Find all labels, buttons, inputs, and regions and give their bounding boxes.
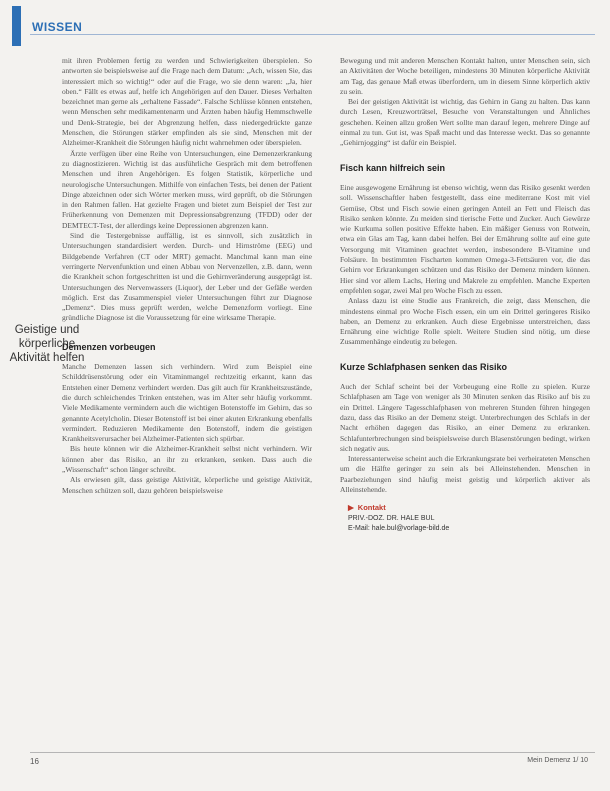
paragraph: Ärzte verfügen über eine Reihe von Untersuchungen, eine Demenzerkrankung zu diagnostizieren. Wichtig ist das ausführliche Gespräch mit dem betroffenen Menschen und ihren Angehörigen. Es folgen Statistik, körperliche und neurologische Untersuchungen. Mithilfe von einfachen Tests, bei denen der Patient Dinge abzeichnen oder sich Wörter merken muss, wird geprüft, ob die Störungen in den Rahmen fallen. Hat gezielte Fragen und bietet zum Beispiel der Test zur Früherkennung von Demenzen mit Depressionsabgrenzung (TFDD) oder der DEMTECT-Test, der allerdings keine Depressionen abgrenzen kann. (62, 148, 312, 230)
paragraph: Anlass dazu ist eine Studie aus Frankreich, die zeigt, dass Menschen, die mindestens einmal pro Woche Fisch essen, ein um ein Drittel geringeres Risiko haben, an Demenz zu erkranken. Auch diese Ergebnisse unterstreichen, dass Ernährung eine wichtige Rolle spielt. Weitere Studien sind nötig, um diese Zusammenhänge eindeutig zu belegen. (340, 296, 590, 347)
paragraph: Bei der geistigen Aktivität ist wichtig, das Gehirn in Gang zu halten. Das kann durch Lesen, Kreuzworträtsel, Besuche von Veranstaltungen und Ähnliches geschehen. Keinen allzu großen Wert sollte man darauf legen, mehrere Dinge auf einmal zu tun. Gut ist, was Spaß macht und das Interesse weckt. Das so genannte „Gehirnjogging“ ist dafür ein Beispiel. (340, 97, 590, 148)
paragraph: Eine ausgewogene Ernährung ist ebenso wichtig, wenn das Risiko gesenkt werden soll. Wissenschaftler haben festgestellt, dass eine mediterrane Kost mit viel Gemüse, Obst und Fisch sowie einen geringen Anteil an Fett und Fleisch das Risiko senken könnte. Zu meiden sind tierische Fette und Zucker. Auch Gewürze wie Kurkuma sollen positive Effekte haben. Ein mäßiger Genuss von Rotwein, etwa ein Glas am Tag, kann dabei helfen. Bei der Ernährung sollte auf eine gute Versorgung mit Vitaminen geachtet werden, insbesondere B-Vitamine und Folsäure. In bestimmten Fischarten kommen Omega-3-Fettsäuren vor, die das Gehirn vor Erkrankungen schützen und das Risiko der Demenz mindern können. Hier sind vor allem Lachs, Hering und Makrele zu empfehlen. Manche Experten empfehlen sogar, zwei Mal pro Woche Fisch zu essen. (340, 182, 590, 295)
paragraph: mit ihren Problemen fertig zu werden und Schwierigkeiten überspielen. So antworten sie beispielsweise auf die Frage nach dem Datum: „Ach, wissen Sie, das interessiert mich so wichtig!“ oder auf die Frage, wo sie denn waren: „Ja, hier oben.“ Fällt es etwas auf, helfe ich Angehörigen auf den Dauer. Dieses Verhalten bezeichnet man gerne als „erhaltene Fassade“. Falsche Schlüsse können entstehen, wenn Menschen sehr medikamentenarm und Ärzten haben häufig Hemmschwelle und Denk-Strategie, bei der Abgrenzung helfen, dass niedergedrückte ganze Menschen, die Störungen stärker empfinden als sie sind, Menschen mit der Alzheimer-Krankheit die Störungen häufig nicht wahrnehmen oder überspielen. (62, 56, 312, 148)
section-accent-bar (12, 6, 21, 46)
issue-label: Mein Demenz 1/ 10 (527, 757, 588, 764)
paragraph: Sind die Testergebnisse auffällig, ist es sinnvoll, sich zusätzlich in Untersuchungen standardisiert werden. Durch- und Hirnströme (EEG) und Bildgebende Verfahren (CT oder MRT) gemacht. Manchmal kann man eine verringerte Nervenfunktion und einen Abbau von Nervenzellen, z.B. dann, wenn die Krankheit schon fortgeschritten ist und die Gehirnveränderung ausgeprägt ist. Untersuchungen des Nervenwassers (Liquor), der Leber und der Gefäße werden möglich. Erst das Zusammenspiel vieler Untersuchungen führt zur Diagnose „Demenz“. Dies muss geprüft werden, welche Demenzform vorliegt. Eine gründliche Diagnose ist die Voraussetzung für eine wirksame Therapie. (62, 231, 312, 323)
contact-heading-label: Kontakt (357, 503, 386, 513)
section-heading-demenzen: Demenzen vorbeugen (62, 341, 156, 352)
pull-quote: Geistige und körperliche Aktivität helfen (9, 324, 85, 364)
left-column (62, 56, 312, 496)
contact-name: PRIV.-DOZ. DR. HALE BUL (348, 514, 435, 522)
contact-box (340, 503, 590, 533)
section-heading-schlaf: Kurze Schlafphasen senken das Risiko (340, 361, 508, 372)
page-number: 16 (30, 757, 39, 766)
paragraph: Interessanterweise scheint auch die Erkrankungsrate bei verheirateten Menschen um die Hälfte geringer zu sein als bei Alleinstehenden. Menschen in Paarbeziehungen sind häufig meist geistig und körperlich aktiver als Alleinstehende. (340, 454, 590, 494)
right-column (340, 56, 590, 534)
section-heading-fisch: Fisch kann hilfreich sein (340, 162, 446, 173)
section-label: WISSEN (32, 20, 83, 34)
paragraph: Bis heute können wir die Alzheimer-Krankheit selbst nicht verhindern. Wir können aber das Risiko, an ihr zu erkranken, senken. Dass auch die „Wissenschaft“ schon länger schreibt. (62, 444, 312, 474)
paragraph: Als erwiesen gilt, dass geistige Aktivität, körperliche und geistige Aktivität, Menschen schützen soll, dazu gehören beispielsweise (62, 475, 312, 495)
header-rule (30, 34, 595, 35)
paragraph: Bewegung und mit anderen Menschen Kontakt halten, unter Menschen sein, sich an Aktivitäten der Woche beteiligen, mindestens 30 Minuten körperliche Aktivität am Tag, das genaue Maß etwas überfordern, um in diesem Sinne körperlich aktiv zu sein. (340, 56, 590, 96)
triangle-icon: ▶ (348, 503, 354, 513)
footer-rule (30, 752, 595, 753)
contact-email-link[interactable]: E-Mail: hale.bul@vorlage-bild.de (348, 524, 450, 532)
paragraph: Manche Demenzen lassen sich verhindern. Wird zum Beispiel eine Schilddrüsenstörung oder ein Vitaminmangel rechtzeitig erkannt, kann das Entstehen einer Demenz verhindert werden. Das gilt auch für Krankheitszustände, die durch schleichendes Trinken entstehen, was im Alter sehr häufig vorkommt. Viele Medikamente vermindern auch die wichtigen Botenstoffe im Gehirn, das so genannte Acetylcholin. Dieser Botenstoff ist bei einer akuten Erkrankung ebenfalls vermindert. Reduzieren Medikamente den Botenstoff, indem die geistigen Krankheitsverursacher bei Alzheimer-Patienten sich spürbar. (62, 362, 312, 444)
contact-heading (340, 503, 590, 513)
paragraph: Auch der Schlaf scheint bei der Vorbeugung eine Rolle zu spielen. Kurze Schlafphasen am Tage von weniger als 30 Minuten senken das Risiko auf bis zu ein Drittel. Längere Tagesschlafphasen von mehreren Stunden führen hingegen dazu, dass das Risiko an der Demenz steigt. Unterbrechungen des Schlafs in der Nacht erhöhen dagegen das Risiko, an einer Demenz zu erkranken. Schlafunterbrechungen sind beispielsweise durch Blasenstörungen bedingt, wirken sich negativ aus. (340, 382, 590, 453)
